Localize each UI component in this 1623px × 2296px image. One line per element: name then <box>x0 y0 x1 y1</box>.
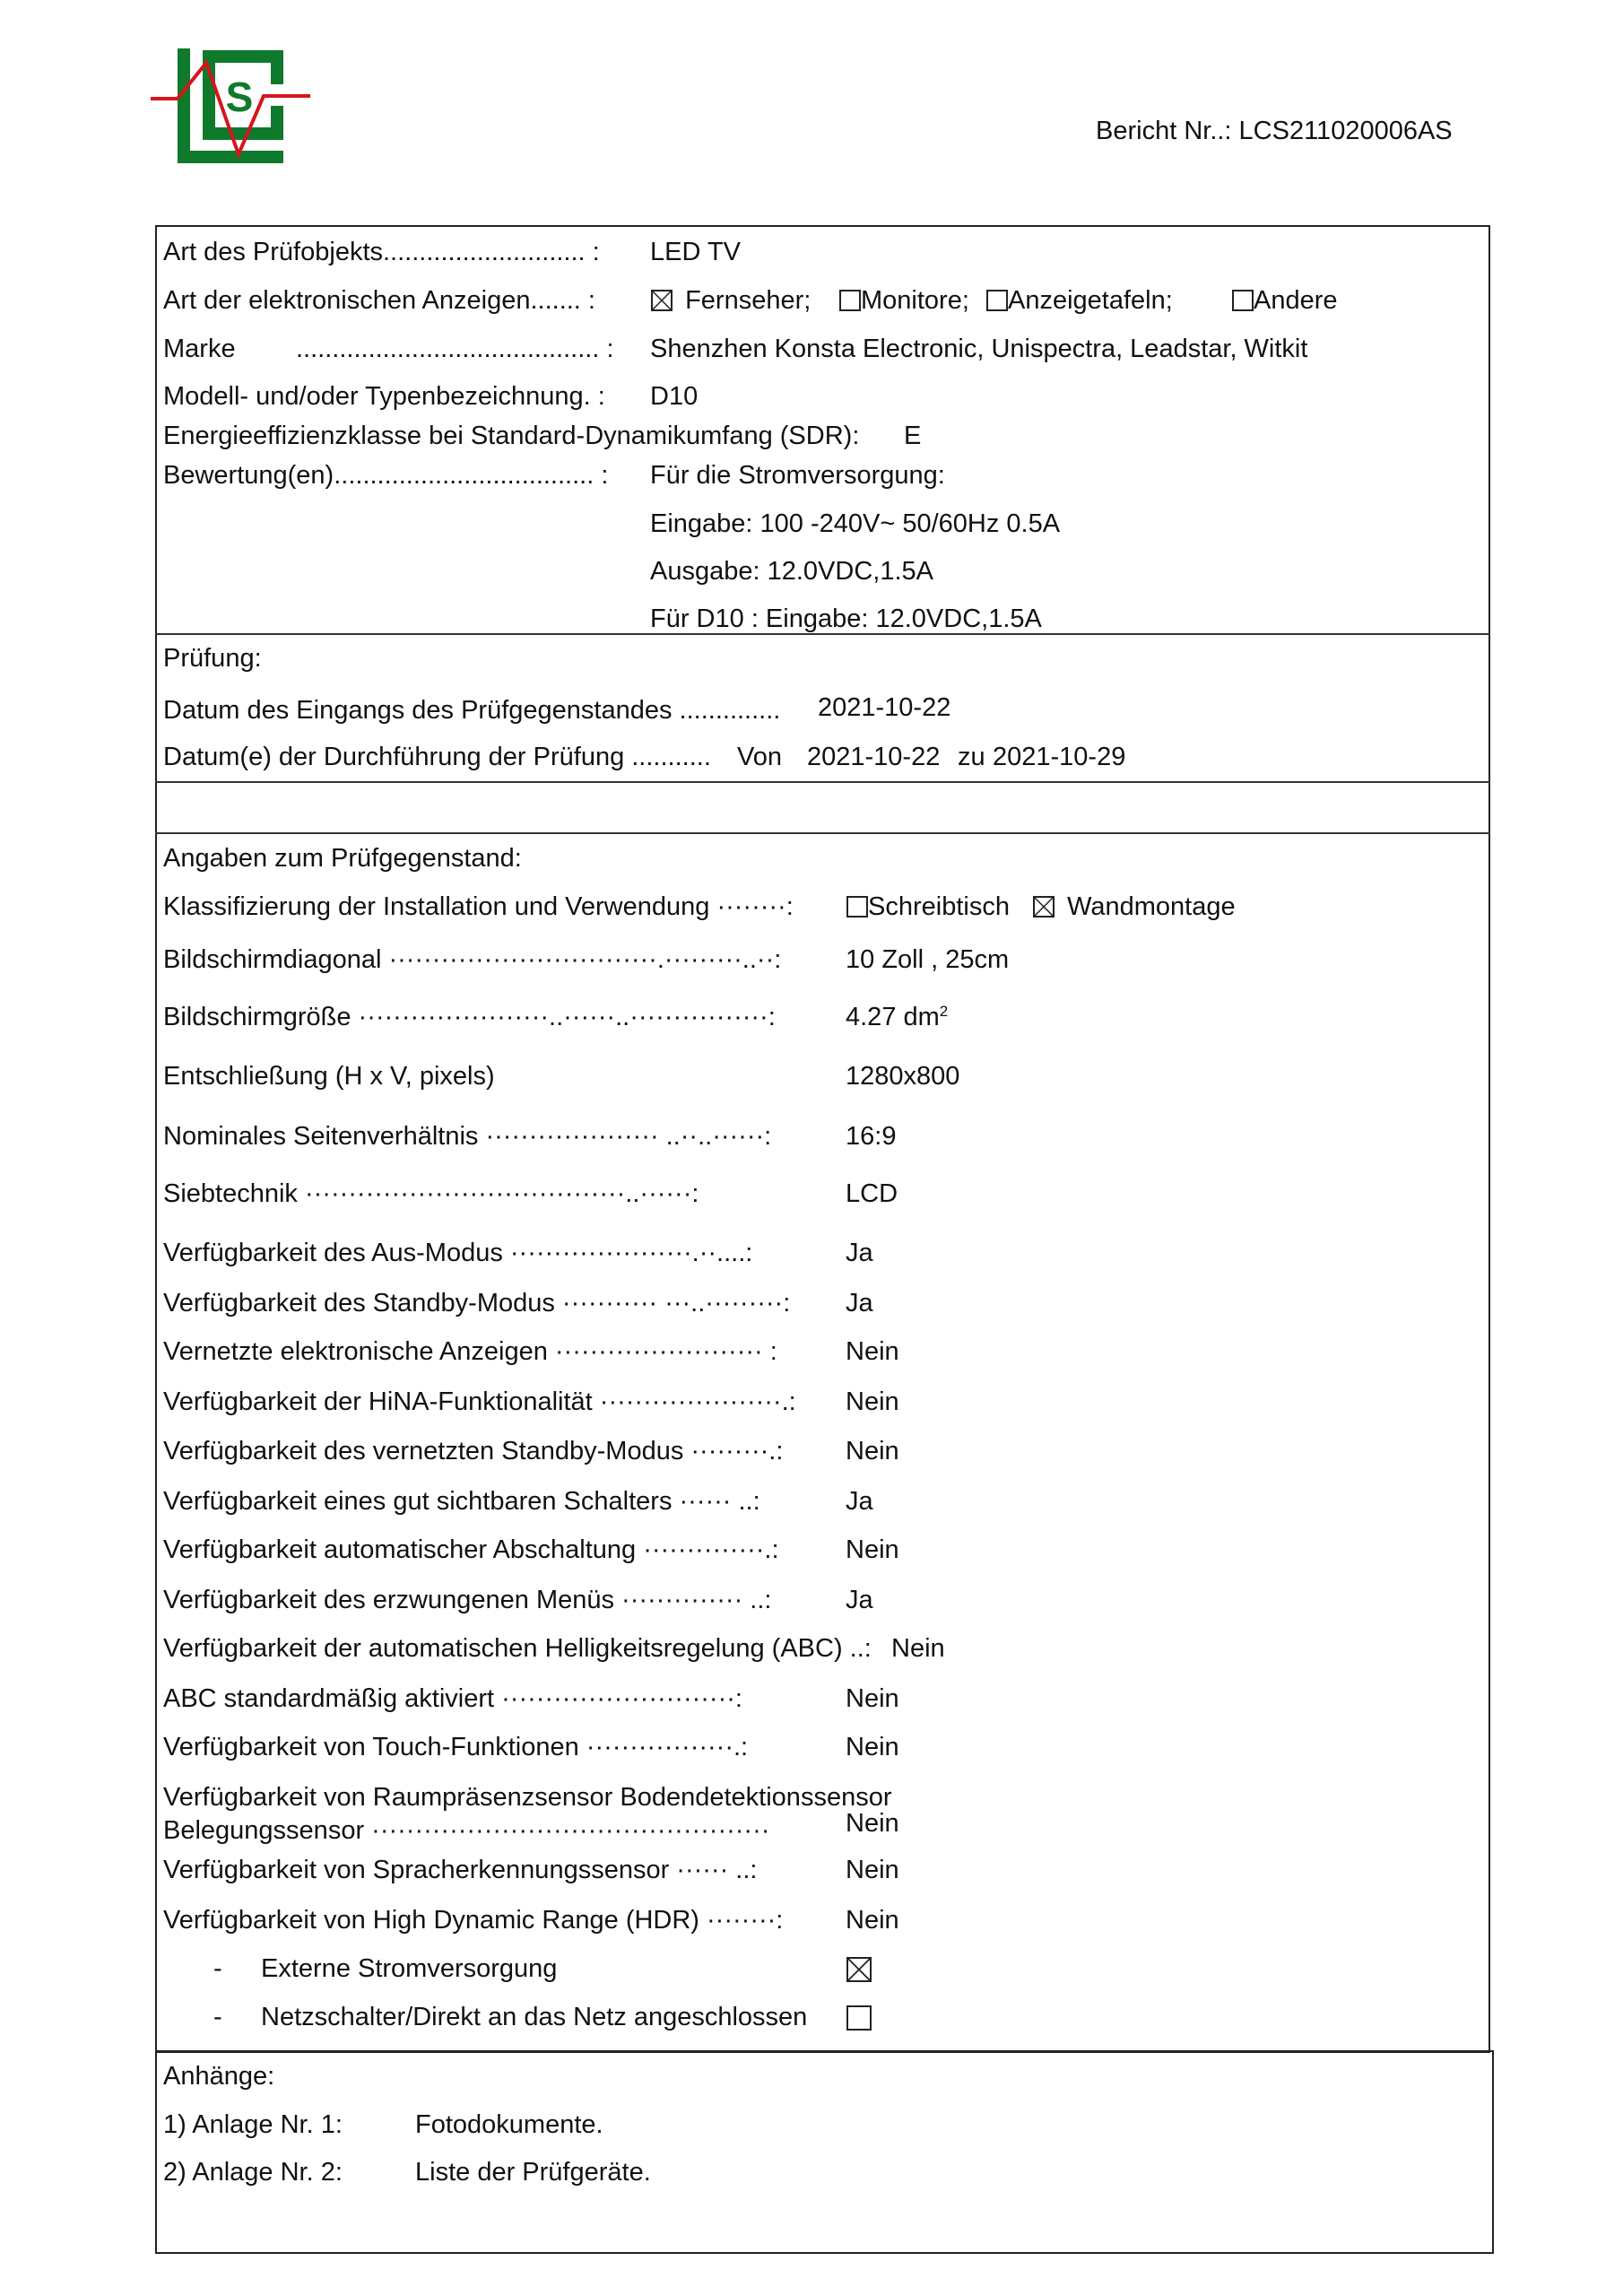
checkbox-checked[interactable] <box>651 290 673 311</box>
detail-row-label: Verfügbarkeit von Spracherkennungssensor ······ ..: <box>163 1856 758 1884</box>
test-period-from: 2021-10-22 <box>807 743 941 771</box>
classification-option-schreibtisch[interactable] <box>846 891 1010 922</box>
test-period-label: Datum(e) der Durchführung der Prüfung ........... <box>163 743 711 771</box>
annex-number: 1) Anlage Nr. 1: <box>163 2110 343 2139</box>
annex-number: 2) Anlage Nr. 2: <box>163 2158 343 2187</box>
rating-line: Eingabe: 100 -240V~ 50/60Hz 0.5A <box>650 509 1061 538</box>
display-type-label: Art der elektronischen Anzeigen....... : <box>163 286 595 315</box>
unit-superscript: 2 <box>939 1003 949 1020</box>
annex-heading: Anhänge: <box>163 2062 275 2091</box>
model-label: Modell- und/oder Typenbezeichnung. : <box>163 382 605 411</box>
energy-class-label: Energieeffizienzklasse bei Standard-Dynamikumfang (SDR): <box>163 422 860 450</box>
option-label: Schreibtisch <box>868 892 1010 921</box>
detail-row-label: Verfügbarkeit von Touch-Funktionen ·················.: <box>163 1733 749 1761</box>
test-heading: Prüfung: <box>163 644 262 673</box>
checkbox-checked[interactable] <box>846 1957 872 1982</box>
detail-row-label: Verfügbarkeit des vernetzten Standby-Modus ·········.: <box>163 1437 784 1465</box>
annex-title: Liste der Prüfgeräte. <box>415 2158 651 2187</box>
detail-row-label: Nominales Seitenverhältnis ···················· ..··..······: <box>163 1122 772 1151</box>
rating-label: Bewertung(en).................................... : <box>163 461 609 490</box>
divider <box>155 781 1490 783</box>
receipt-date-label: Datum des Eingangs des Prüfgegenstandes .............. <box>163 696 781 725</box>
test-period-from-word: Von <box>737 743 782 771</box>
rating-line: Für die Stromversorgung: <box>650 461 945 490</box>
receipt-date-value: 2021-10-22 <box>818 693 951 722</box>
brand-value: Shenzhen Konsta Electronic, Unispectra, Leadstar, Witkit <box>650 335 1308 363</box>
direct-mains-checkbox[interactable] <box>846 2005 872 2032</box>
detail-row-value: Nein <box>846 1337 899 1366</box>
detail-row-value: Nein <box>846 1684 899 1713</box>
detail-row-value: Nein <box>846 1535 899 1564</box>
detail-row-value: Nein <box>846 1906 899 1935</box>
display-type-option-monitore[interactable] <box>839 285 969 316</box>
display-type-option-anzeigetafeln[interactable] <box>986 285 1173 316</box>
detail-row-value: Ja <box>846 1586 873 1614</box>
classification-label: Klassifizierung der Installation und Verwendung ········: <box>163 892 794 921</box>
screen-size-value: 4.27 dm <box>846 1003 940 1031</box>
details-heading: Angaben zum Prüfgegenstand: <box>163 844 522 873</box>
model-value: D10 <box>650 382 699 411</box>
detail-row-label: Verfügbarkeit des Aus-Modus ·····················.··....: <box>163 1239 753 1267</box>
detail-row-value: LCD <box>846 1179 898 1208</box>
svg-text:S: S <box>225 74 254 120</box>
detail-row-label: Bildschirmdiagonal ·······························.·········..··: <box>163 945 782 974</box>
detail-row-value: Nein <box>846 1437 899 1465</box>
report-number: Bericht Nr..: LCS211020006AS <box>1096 117 1453 145</box>
detail-row-value: 10 Zoll , 25cm <box>846 945 1010 974</box>
annex-title: Fotodokumente. <box>415 2110 603 2139</box>
detail-row-label: Verfügbarkeit des Standby-Modus ··········· ···..·········: <box>163 1289 791 1318</box>
detail-row-value: Ja <box>846 1487 873 1516</box>
divider <box>155 832 1490 834</box>
detail-row-value: Ja <box>846 1239 873 1267</box>
detail-row-value: 16:9 <box>846 1122 897 1151</box>
detail-row-label: Vernetzte elektronische Anzeigen ························ : <box>163 1337 777 1366</box>
detail-row-label: Verfügbarkeit von Raumpräsenzsensor Bodendetektionssensor <box>163 1783 892 1812</box>
bullet-dash: - <box>213 2003 222 2031</box>
detail-row-label-continued: Belegungssensor ·············································· <box>163 1816 770 1845</box>
detail-row-label: Verfügbarkeit eines gut sichtbaren Schalters ······ ..: <box>163 1487 760 1516</box>
checkbox-unchecked[interactable] <box>846 2005 872 2031</box>
bullet-dash: - <box>213 1954 222 1983</box>
product-type-value: LED TV <box>650 238 742 266</box>
detail-row-label: Bildschirmgröße ······················..······..················: <box>163 1003 776 1031</box>
brand-dots: .......................................... : <box>296 335 614 363</box>
detail-row-label: Verfügbarkeit von High Dynamic Range (HDR) ········: <box>163 1906 784 1935</box>
brand-label: Marke <box>163 335 236 363</box>
energy-class-value: E <box>904 422 922 450</box>
annex-box <box>155 2050 1494 2254</box>
test-period-to: 2021-10-29 <box>993 743 1126 771</box>
detail-row-value: Nein <box>846 1856 899 1884</box>
detail-row-value <box>846 1002 948 1032</box>
detail-row-label: ABC standardmäßig aktiviert ···························: <box>163 1684 742 1713</box>
test-period-to-word: zu <box>958 743 985 771</box>
checkbox-unchecked[interactable] <box>1232 290 1254 311</box>
detail-row-value: Ja <box>846 1289 873 1318</box>
detail-row-value: Nein <box>891 1634 945 1663</box>
option-label: Monitore; <box>861 286 969 315</box>
option-label: Anzeigetafeln; <box>1008 286 1173 315</box>
rating-line: Ausgabe: 12.0VDC,1.5A <box>650 557 933 586</box>
checkbox-checked[interactable] <box>1033 896 1055 918</box>
display-type-option-fernseher[interactable] <box>651 285 811 316</box>
detail-row-label: Verfügbarkeit automatischer Abschaltung ··············.: <box>163 1535 779 1564</box>
product-type-label: Art des Prüfobjekts............................ : <box>163 238 600 266</box>
checkbox-unchecked[interactable] <box>846 896 868 918</box>
detail-row-label: Verfügbarkeit der automatischen Helligkeitsregelung (ABC) ..: <box>163 1634 872 1663</box>
detail-row-value: Nein <box>846 1809 899 1838</box>
detail-row-label: Siebtechnik ·····································..······: <box>163 1179 699 1208</box>
external-power-checkbox[interactable] <box>846 1957 872 1984</box>
power-option-label: Netzschalter/Direkt an das Netz angeschlossen <box>261 2003 808 2031</box>
checkbox-unchecked[interactable] <box>839 290 861 311</box>
option-label: Fernseher; <box>685 286 812 315</box>
detail-row-value: Nein <box>846 1733 899 1761</box>
detail-row-label: Verfügbarkeit der HiNA-Funktionalität ·····················.: <box>163 1387 796 1416</box>
power-option-label: Externe Stromversorgung <box>261 1954 558 1983</box>
checkbox-unchecked[interactable] <box>986 290 1008 311</box>
detail-row-value: 1280x800 <box>846 1062 960 1091</box>
detail-row-label: Verfügbarkeit des erzwungenen Menüs ·············· ..: <box>163 1586 772 1614</box>
option-label: Andere <box>1254 286 1338 315</box>
detail-row-label: Entschließung (H x V, pixels) <box>163 1062 495 1091</box>
lcs-logo <box>151 47 310 169</box>
classification-option-wandmontage[interactable] <box>1033 891 1236 922</box>
display-type-option-andere[interactable] <box>1232 285 1338 316</box>
option-label: Wandmontage <box>1067 892 1236 921</box>
detail-row-value: Nein <box>846 1387 899 1416</box>
rating-line: Für D10 : Eingabe: 12.0VDC,1.5A <box>650 604 1042 633</box>
